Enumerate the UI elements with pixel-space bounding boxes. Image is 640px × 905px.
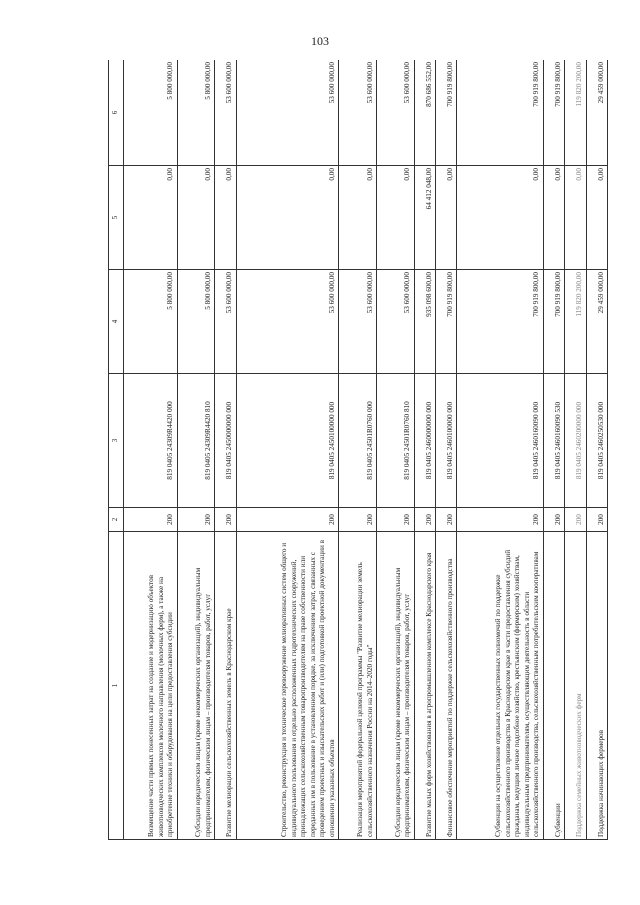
row-amount-4: 53 600 000,00: [377, 270, 415, 374]
col-header-6: 6: [109, 60, 124, 166]
table-row: [124, 60, 178, 840]
row-col2: 200: [124, 508, 178, 532]
col-header-3: 3: [109, 374, 124, 508]
row-amount-5: 0,00: [586, 166, 607, 270]
row-amount-4: 53 600 000,00: [236, 270, 339, 374]
col-header-2: 2: [109, 508, 124, 532]
row-amount-6: 53 600 000,00: [377, 60, 415, 166]
row-amount-5: 0,00: [124, 166, 178, 270]
row-col2: 200: [565, 508, 586, 532]
table-viewport: [108, 60, 608, 840]
row-amount-5: 0,00: [339, 166, 377, 270]
row-code: 819 0405 24501R0760 000: [339, 374, 377, 508]
row-col2: 200: [215, 508, 236, 532]
row-amount-6: 53 600 000,00: [215, 60, 236, 166]
row-amount-5: 0,00: [177, 166, 215, 270]
row-amount-5: 64 412 048,00: [414, 166, 435, 270]
row-col2: 200: [339, 508, 377, 532]
table-row: [414, 60, 435, 840]
row-code: 819 0405 2460250530 000: [586, 374, 607, 508]
row-code: 819 0405 24501R0760 810: [377, 374, 415, 508]
row-name: Субсидии юридическим лицам (кроме некоммерческих организаций), индивидуальным предпринимателям, физическим лицам – производителям товаров, работ, услуг: [377, 532, 415, 840]
table-row: [543, 60, 564, 840]
row-code: 819 0405 2450100000 000: [236, 374, 339, 508]
row-name: Реализация мероприятий федеральной целевой программы "Развитие мелиорации земель сельскохозяйственного назначения России на 2014–2020 годы": [339, 532, 377, 840]
table-body: [124, 60, 608, 840]
budget-table: [108, 60, 608, 840]
row-col2: 200: [236, 508, 339, 532]
row-amount-5: 0,00: [565, 166, 586, 270]
row-amount-5: 0,00: [543, 166, 564, 270]
row-amount-4: 119 820 200,00: [565, 270, 586, 374]
col-header-5: 5: [109, 166, 124, 270]
row-amount-5: 0,00: [436, 166, 457, 270]
row-amount-4: 53 600 000,00: [339, 270, 377, 374]
row-name: Субвенции на осуществление отдельных государственных полномочий по поддержке сельскохозяйственного производства в Краснодарском крае в части предоставления субсидий гражданам, ведущим личное подсобное хозяйство, крестьянским (фермерским) хозяйствам, индивидуальным предпринимателям, осуществляющим деятельность в области сельскохозяйственного производства, сельскохозяйственным потребительским кооперативам: [457, 532, 543, 840]
row-name: Субсидии юридическим лицам (кроме некоммерческих организаций), индивидуальным предпринимателям, физическим лицам – производителям товаров, работ, услуг: [177, 532, 215, 840]
row-amount-4: 935 098 600,00: [414, 270, 435, 374]
table-row: [215, 60, 236, 840]
page-number: 103: [311, 34, 329, 48]
row-code: 819 0405 2460160090 000: [457, 374, 543, 508]
row-name: Строительство, реконструкция и техническое перевооружение мелиоративных систем общего и индивидуального пользования и отдельно расположенных гидротехнических сооружений, принадлежащих сельскохозяйственным товаропроизводителям на праве собственности или переданных им в пользование в установленном порядке, за исключением затрат, связанных с проведением проектных и изыскательских работ и (или) подготовкой проектной документации в отношении указанных объектов: [236, 532, 339, 840]
header-row: [109, 60, 124, 840]
row-name: Поддержка семейных животноводческих ферм: [565, 532, 586, 840]
row-col2: 200: [436, 508, 457, 532]
row-amount-6: 700 919 800,00: [543, 60, 564, 166]
table-row: [565, 60, 586, 840]
table-row: [586, 60, 607, 840]
row-amount-6: 700 919 800,00: [457, 60, 543, 166]
row-name: Субвенции: [543, 532, 564, 840]
row-col2: 200: [457, 508, 543, 532]
row-col2: 200: [377, 508, 415, 532]
row-amount-6: 29 459 000,00: [586, 60, 607, 166]
row-amount-5: 0,00: [236, 166, 339, 270]
row-col2: 200: [543, 508, 564, 532]
row-amount-4: 700 919 800,00: [436, 270, 457, 374]
table-row: [177, 60, 215, 840]
table-row: [377, 60, 415, 840]
row-name: Возмещение части прямых понесенных затрат на создание и модернизацию объектов животноводческих комплексов молочного направления (молочных ферм), а также на приобретение техники и оборудования на цели предоставления субсидии: [124, 532, 178, 840]
row-code: 819 0405 2460160090 530: [543, 374, 564, 508]
row-name: Поддержка начинающих фермеров: [586, 532, 607, 840]
row-amount-6: 700 919 800,00: [436, 60, 457, 166]
row-col2: 200: [414, 508, 435, 532]
row-name: Развитие мелиорации сельскохозяйственных земель в Краснодарском крае: [215, 532, 236, 840]
rotated-table-container: [108, 60, 608, 840]
table-row: [236, 60, 339, 840]
row-code: 819 0405 2460200000 000: [565, 374, 586, 508]
row-name: Развитие малых форм хозяйствования в агропромышленном комплексе Краснодарского края: [414, 532, 435, 840]
col-header-4: 4: [109, 270, 124, 374]
row-amount-5: 0,00: [457, 166, 543, 270]
row-amount-6: 5 800 000,00: [124, 60, 178, 166]
row-amount-6: 53 600 000,00: [236, 60, 339, 166]
row-code: 819 0405 2450000000 000: [215, 374, 236, 508]
row-amount-4: 700 919 800,00: [543, 270, 564, 374]
row-code: 819 0405 24309R4420 000: [124, 374, 178, 508]
row-col2: 200: [586, 508, 607, 532]
row-amount-5: 0,00: [377, 166, 415, 270]
row-amount-6: 5 800 000,00: [177, 60, 215, 166]
table-row: [339, 60, 377, 840]
row-amount-6: 870 686 552,00: [414, 60, 435, 166]
row-amount-4: 53 600 000,00: [215, 270, 236, 374]
row-amount-5: 0,00: [215, 166, 236, 270]
row-amount-4: 29 459 000,00: [586, 270, 607, 374]
col-header-1: 1: [109, 532, 124, 840]
row-amount-4: 5 800 000,00: [124, 270, 178, 374]
table-row: [436, 60, 457, 840]
row-amount-6: 119 820 200,00: [565, 60, 586, 166]
row-name: Финансовое обеспечение мероприятий по поддержке сельскохозяйственного производства: [436, 532, 457, 840]
row-code: 819 0405 24309R4420 810: [177, 374, 215, 508]
row-amount-4: 700 919 800,00: [457, 270, 543, 374]
row-amount-4: 5 800 000,00: [177, 270, 215, 374]
row-amount-6: 53 600 000,00: [339, 60, 377, 166]
row-code: 819 0405 2460100000 000: [436, 374, 457, 508]
table-row: [457, 60, 543, 840]
row-code: 819 0405 2460000000 000: [414, 374, 435, 508]
row-col2: 200: [177, 508, 215, 532]
